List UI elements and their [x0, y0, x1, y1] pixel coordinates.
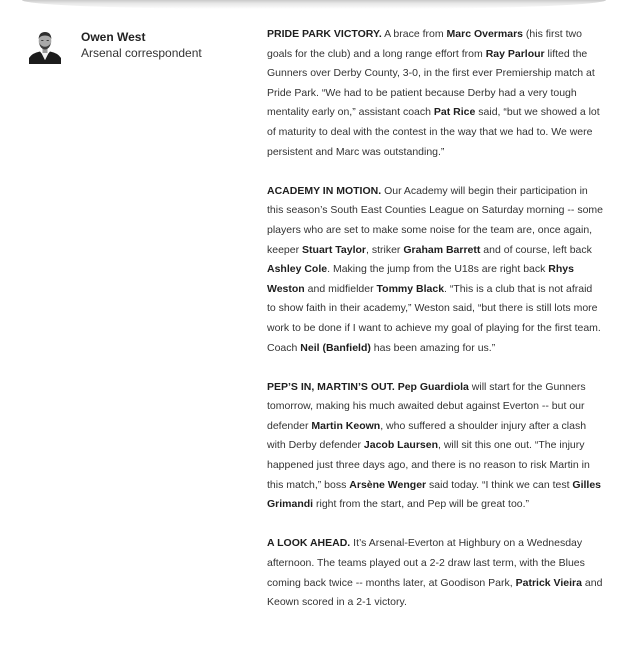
paragraph-text: . Making the jump from the U18s are right back [327, 263, 549, 276]
person-name: Patrick Vieira [515, 576, 582, 589]
paragraph-headline: PEP’S IN, MARTIN’S OUT. [267, 380, 395, 393]
article-paragraph [267, 25, 603, 162]
person-name: Ashley Cole [267, 263, 328, 276]
paragraph-text: and of course, left back [480, 243, 592, 256]
article-paragraph [267, 534, 603, 612]
paragraph-text: . “This is a club that is not afraid to show faith in their academy,” Weston said, “but there is still lots more work to be done if I want to achieve my goal of playing for the first team. Coach [267, 282, 601, 354]
paragraph-headline: ACADEMY IN MOTION. [267, 184, 382, 197]
article-body [267, 25, 603, 632]
person-name: Tommy Black [376, 282, 445, 295]
author-avatar [29, 28, 61, 64]
paragraph-text: , will sit this one out. “The injury happened just three days ago, and there is no reason to risk Martin in this match,” boss [267, 439, 590, 491]
person-name: Rhys Weston [267, 263, 574, 295]
person-name: Martin Keown [311, 419, 381, 432]
paragraph-text: right from the start, and Pep will be great too.” [313, 498, 530, 511]
paragraph-text: and midfielder [304, 282, 377, 295]
paragraph-text: (his first two goals for the club) and a long range effort from [267, 28, 582, 60]
paragraph-text: will start for the Gunners tomorrow, making his much awaited debut against Everton -- but our defender [267, 380, 586, 432]
person-name: Pep Guardiola [397, 380, 469, 393]
top-divider-shadow [22, 0, 606, 9]
article-paragraph [267, 378, 603, 515]
person-name: Arsène Wenger [349, 478, 427, 491]
paragraph-text: , striker [366, 243, 404, 256]
paragraph-text: said, “but we showed a lot of maturity to deal with the contest in the way that we had to. We were persistent and Marc was outstanding.” [267, 106, 600, 158]
paragraph-text: lifted the Gunners over Derby County, 3-0, in the first ever Premiership match at Pride Park. “We had to be patient because Derby had a very tough mentality early on,” assistant coach [267, 47, 595, 119]
paragraph-text: said today. “I think we can test [426, 478, 573, 491]
paragraph-headline: PRIDE PARK VICTORY. [267, 28, 382, 40]
author-name: Owen West [81, 30, 146, 44]
person-name: Marc Overmars [446, 28, 523, 40]
person-name: Pat Rice [433, 106, 476, 119]
author-role: Arsenal correspondent [81, 46, 202, 60]
person-name: Neil (Banfield) [300, 341, 371, 354]
person-name: Ray Parlour [485, 47, 545, 60]
person-name: Jacob Laursen [363, 439, 439, 452]
article-paragraph [267, 182, 603, 358]
paragraph-text: has been amazing for us.” [370, 341, 496, 354]
person-name: Graham Barrett [403, 243, 481, 256]
paragraph-text: , who suffered a shoulder injury after a clash with Derby defender [267, 419, 587, 452]
paragraph-text: It’s Arsenal-Everton at Highbury on a Wednesday afternoon. The teams played out a 2-2 draw last term, with the Blues coming back twice -- months later, at Goodison Park, [267, 537, 585, 589]
paragraph-text: A brace from [381, 28, 447, 40]
paragraph-text: Our Academy will begin their participation in this season’s South East Counties League on Saturday morning -- some players who are set to make some noise for the team are, once again, keeper [267, 184, 603, 256]
person-name: Gilles Grimandi [267, 478, 602, 511]
paragraph-text: and Keown scored in a 2-1 victory. [267, 576, 603, 609]
paragraph-headline: A LOOK AHEAD. [267, 537, 351, 550]
person-name: Stuart Taylor [302, 243, 367, 256]
